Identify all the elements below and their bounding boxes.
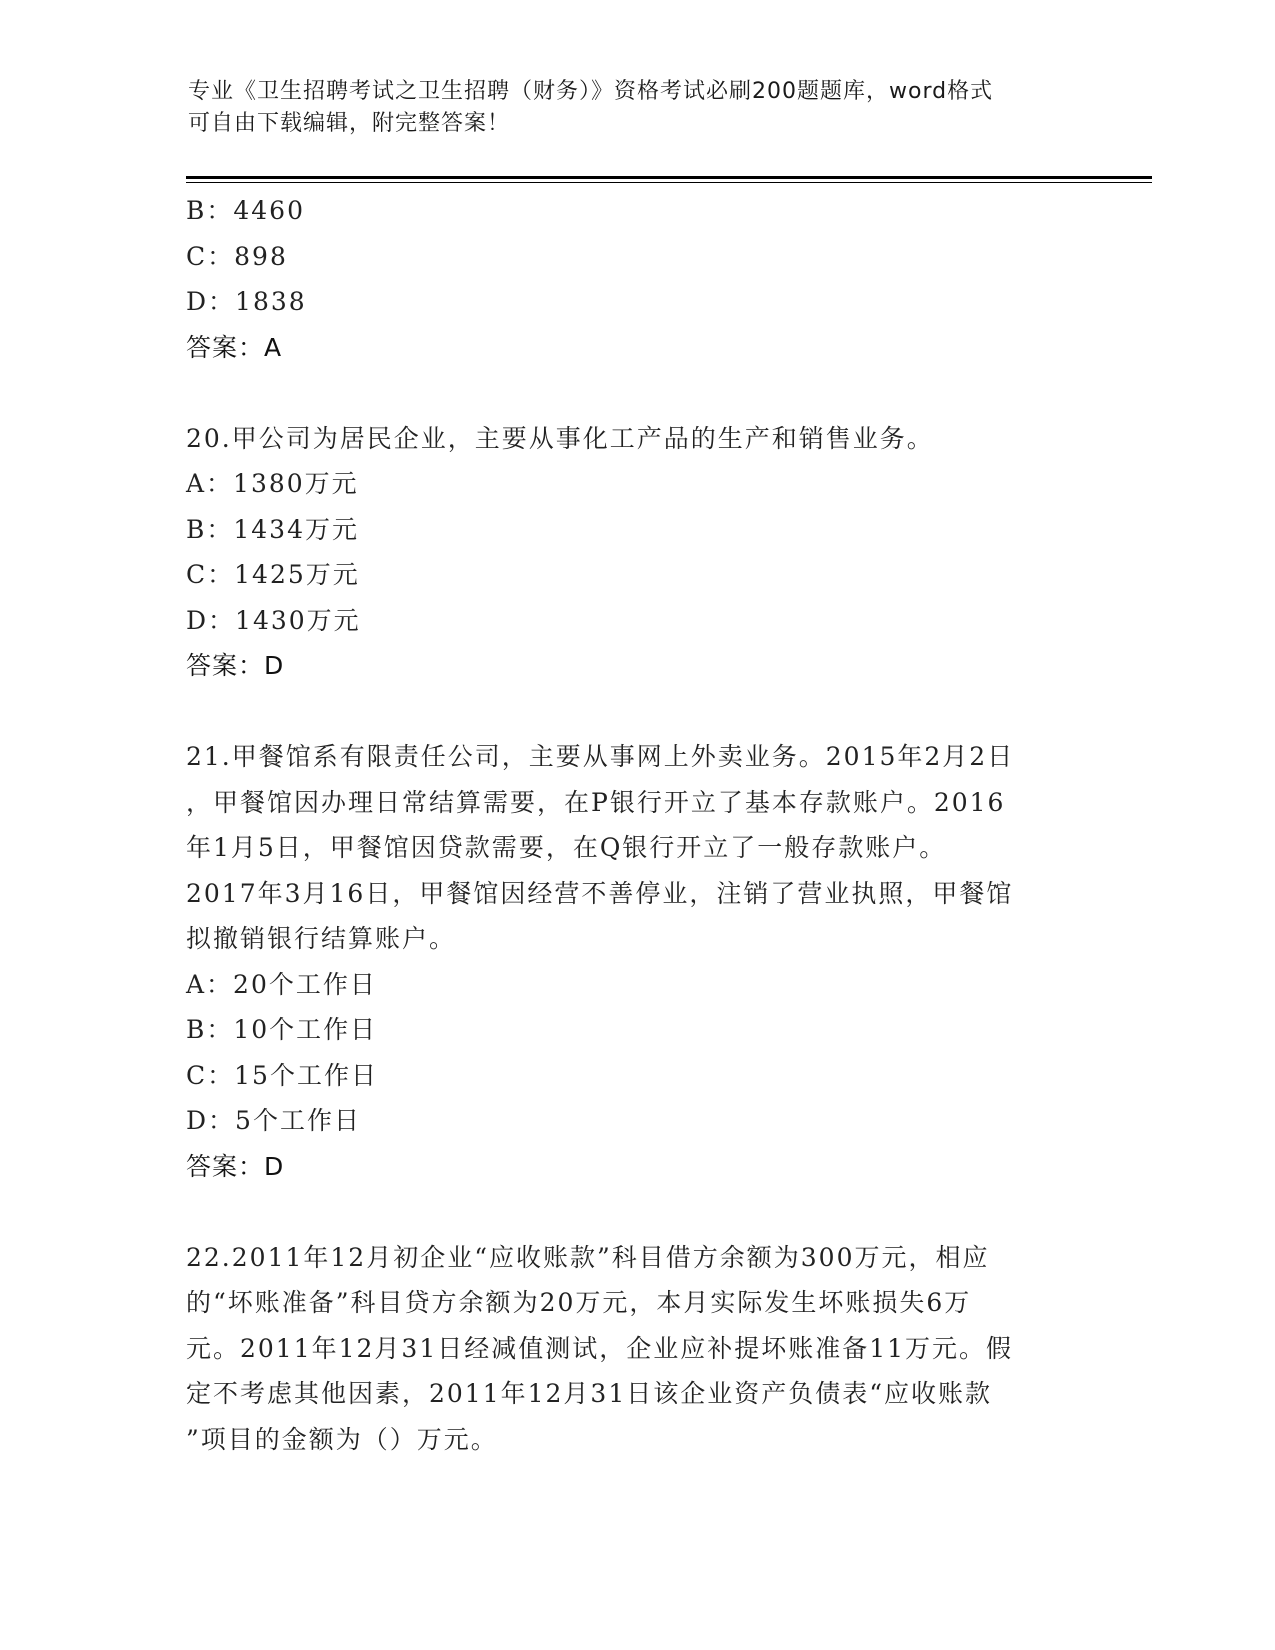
header-rule-thick — [186, 176, 1152, 179]
question-stem-line: 22.2011年12月初企业“应收账款”科目借方余额为300万元，相应 — [186, 1242, 990, 1272]
header-line-2: 可自由下载编辑，附完整答案！ — [188, 111, 511, 136]
question-stem-line: ”项目的金额为（）万元。 — [186, 1424, 498, 1454]
header-rule-thin — [186, 182, 1152, 183]
question-21 — [186, 734, 1086, 1189]
option-c: C：15个工作日 — [186, 1060, 378, 1090]
option-d: D：1430万元 — [186, 605, 361, 635]
question-stem-line: 21.甲餐馆系有限责任公司，主要从事网上外卖业务。2015年2月2日 — [186, 742, 1015, 771]
option-c: C：1425万元 — [186, 560, 360, 589]
question-stem-line: 的“坏账准备”科目贷方余额为20万元，本月实际发生坏账损失6万 — [186, 1288, 972, 1317]
option-b: B：10个工作日 — [186, 1015, 378, 1044]
spacer — [186, 1189, 1086, 1235]
option-c: C：898 — [186, 241, 288, 271]
answer-line: 答案：A — [186, 332, 283, 362]
question-stem-line: 年1月5日，甲餐馆因贷款需要，在Q银行开立了一般存款账户。 — [186, 833, 947, 862]
question-19-tail — [186, 188, 1086, 370]
option-d: D：1838 — [186, 287, 307, 316]
spacer — [186, 689, 1086, 735]
page-header — [188, 76, 1068, 140]
question-content — [186, 188, 1086, 1462]
answer-line: 答案：D — [186, 1151, 285, 1181]
option-d: D：5个工作日 — [186, 1106, 361, 1135]
option-b: B：4460 — [186, 196, 305, 225]
question-20 — [186, 416, 1086, 689]
question-stem-line: 2017年3月16日，甲餐馆因经营不善停业，注销了营业执照，甲餐馆 — [186, 878, 1014, 908]
answer-line: 答案：D — [186, 651, 285, 680]
option-b: B：1434万元 — [186, 514, 359, 544]
question-stem-line: 拟撤销银行结算账户。 — [186, 924, 457, 953]
question-stem-line: 定不考虑其他因素，2011年12月31日该企业资产负债表“应收账款 — [186, 1379, 993, 1408]
spacer — [186, 370, 1086, 416]
option-a: A：1380万元 — [186, 469, 359, 498]
question-22 — [186, 1235, 1086, 1463]
question-stem: 20.甲公司为居民企业，主要从事化工产品的生产和销售业务。 — [186, 423, 934, 453]
header-line-1: 专业《卫生招聘考试之卫生招聘（财务）》资格考试必刷200题题库，word格式 — [188, 79, 994, 104]
question-stem-line: 元。2011年12月31日经减值测试，企业应补提坏账准备11万元。假 — [186, 1333, 1014, 1363]
question-stem-line: ，甲餐馆因办理日常结算需要，在P银行开立了基本存款账户。2016 — [186, 787, 1006, 817]
option-a: A：20个工作日 — [186, 969, 377, 999]
